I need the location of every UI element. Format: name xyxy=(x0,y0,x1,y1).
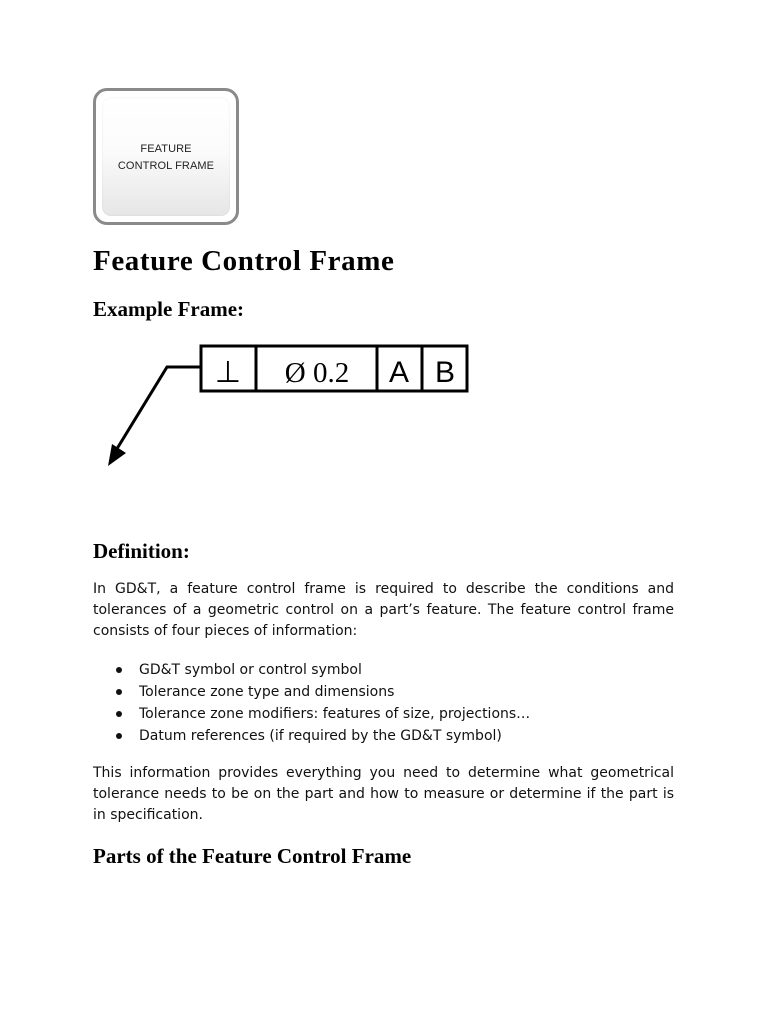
badge-label-line-2: CONTROL FRAME xyxy=(117,160,215,172)
list-item: Datum references (if required by the GD&T symbol) xyxy=(93,725,674,747)
example-frame-heading: Example Frame: xyxy=(93,297,245,321)
information-list xyxy=(93,659,674,747)
datum-a: A xyxy=(388,356,410,389)
perpendicularity-symbol: ⊥ xyxy=(214,355,242,390)
leader-arrowhead xyxy=(108,444,126,466)
feature-control-frame-diagram xyxy=(100,340,480,470)
summary-paragraph: This information provides everything you need to determine what geometrical tolerance needs to be on the part and how to measure or determine if the part is in specification. xyxy=(93,765,674,823)
definition-paragraph: In GD&T, a feature control frame is required to describe the conditions and tolerances of a geometric control on a part’s feature. The feature control frame consists of four pieces of information: xyxy=(93,581,674,639)
feature-control-frame-badge xyxy=(93,88,239,225)
badge-label xyxy=(102,141,230,175)
leader-line xyxy=(115,367,200,452)
parts-heading: Parts of the Feature Control Frame xyxy=(93,844,412,868)
datum-b: B xyxy=(434,356,456,389)
list-item: Tolerance zone modifiers: features of size, projections… xyxy=(93,703,674,725)
badge-label-line-1: FEATURE xyxy=(140,143,192,155)
list-item: GD&T symbol or control symbol xyxy=(93,659,674,681)
page-title: Feature Control Frame xyxy=(93,245,395,277)
tolerance-value: Ø 0.2 xyxy=(284,357,350,389)
badge-face xyxy=(102,97,230,216)
definition-heading: Definition: xyxy=(93,539,190,563)
list-item: Tolerance zone type and dimensions xyxy=(93,681,674,703)
